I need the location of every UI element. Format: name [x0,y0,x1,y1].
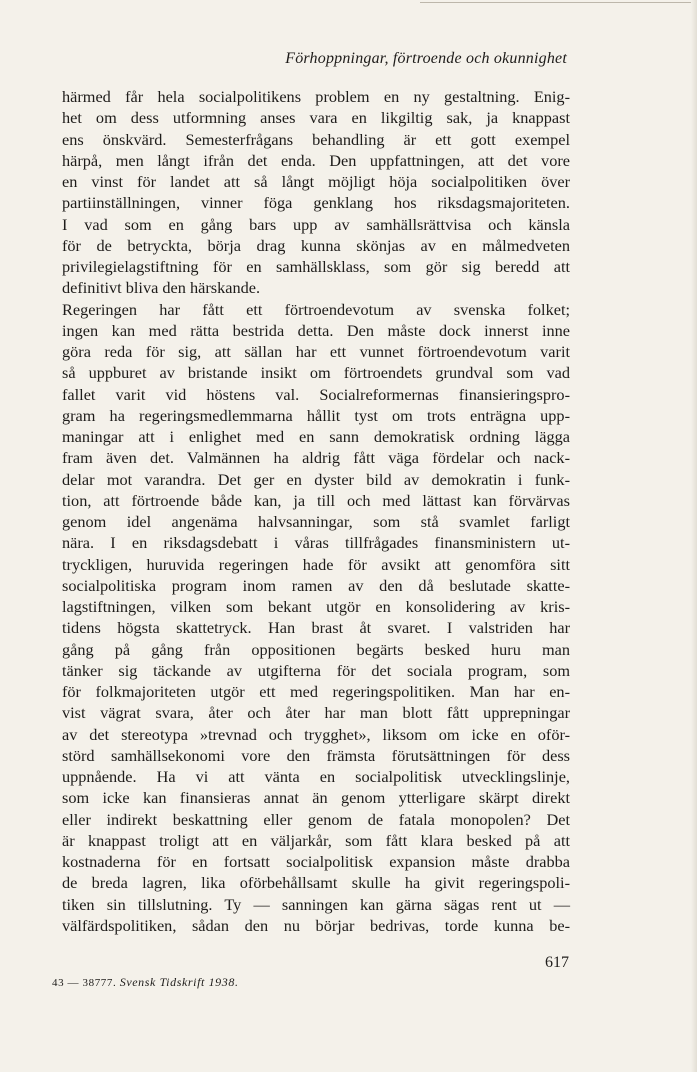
text-line: för folkmajoriteten utgör ett med regeringspolitiken. Man har en- [62,682,570,701]
text-line: definitivt bliva den härskande. [62,278,261,298]
text-line: härmed får hela socialpolitikens problem en ny gestaltning. Enig- [62,87,570,106]
text-line: för de betryckta, börja drag kunna skönjas av en målmedveten [62,235,570,255]
text-line: partiinställningen, vinner föga genklang hos riksdagsmajoriteten. [62,193,570,213]
text-line: tänker sig täckande av utgifterna för det sociala program, som [62,660,570,680]
body-text [62,86,570,936]
text-line: privilegielagstiftning för en samhällsklass, som gör sig beredd att [62,257,570,276]
footer-imprint [52,975,239,990]
text-line: gång på gång från oppositionen begärts besked huru man [62,639,570,659]
text-line: ens önskvärd. Semesterfrågans behandling är ett gott exempel [62,129,570,149]
text-line: välfärdspolitiken, sådan den nu börjar bedrivas, torde kunna be- [62,915,570,935]
text-line: av det stereotypa »trevnad och trygghet», liksom om icke en oför- [62,724,570,744]
text-line: störd samhällsekonomi vore den främsta förutsättningen för dess [62,745,570,765]
text-line: fallet varit vid höstens val. Socialreformernas finansieringspro- [62,384,570,404]
text-line: så uppburet av bristande insikt om förtroendets grundval som vad [62,363,570,383]
text-line: tryckligen, huruvida regeringen hade för avsikt att genomföra sitt [62,554,570,574]
text-line: vist vägrat svara, åter och åter har man blott fått upprepningar [62,703,570,723]
text-line: är knappast troligt att en väljarkår, som fått klara besked på att [62,830,570,850]
text-line: Regeringen har fått ett förtroendevotum av svenska folket; [62,299,570,319]
text-line: tion, att förtroende både kan, ja till och med lättast kan förvärvas [62,490,570,510]
text-line: genom idel angenäma halvsanningar, som stå svamlet farligt [62,512,570,531]
text-line: göra reda för sig, att sällan har ett vunnet förtroendevotum varit [62,342,570,361]
text-line: härpå, men långt ifrån det enda. Den uppfattningen, att det vore [62,150,570,170]
page-edge-shadow [691,0,697,1072]
text-line: het om dess utformning anses vara en likgiltig sak, ja knappast [62,108,570,128]
text-line: socialpolitiska program inom ramen av den då beslutade skatte- [62,575,570,595]
text-line: delar mot varandra. Det ger en dyster bild av demokratin i funk- [62,469,570,489]
text-line: I vad som en gång bars upp av samhällsrättvisa och känsla [62,214,570,234]
text-line: en vinst för landet att så långt möjligt höja socialpolitiken över [62,172,570,191]
printer-signature: 43 — 38777. [52,977,117,989]
text-line: maningar att i enlighet med en sann demokratisk ordning lägga [62,427,570,446]
text-line: fram även det. Valmännen ha aldrig fått väga fördelar och nack- [62,448,570,468]
text-line: eller indirekt beskattning eller genom de fatala monopolen? Det [62,809,570,829]
running-title: Förhoppningar, förtroende och okunnighet [285,50,567,67]
text-line: uppnående. Ha vi att vänta en socialpolitisk utvecklingslinje, [62,767,570,786]
text-line: de breda lagren, lika oförbehållsamt skulle ha givit regeringspoli- [62,873,570,893]
text-line: gram ha regeringsmedlemmarna hållit tyst om trots enträgna upp- [62,405,570,425]
text-line: tidens högsta skattetryck. Han brast åt svaret. I valstriden har [62,618,570,638]
journal-reference: Svensk Tidskrift 1938. [119,975,239,989]
text-line: kostnaderna för en fortsatt socialpolitisk expansion måste drabba [62,852,570,871]
text-line: lagstiftningen, vilken som bekant utgör en konsolidering av kris- [62,597,570,616]
top-edge-rule [420,2,697,3]
text-line: tiken sin tillslutning. Ty — sanningen kan gärna sägas rent ut — [62,894,570,914]
text-line: nära. I en riksdagsdebatt i våras tillfrågades finansministern ut- [62,533,570,553]
text-line: som icke kan finansieras annat än genom ytterligare skärpt direkt [62,788,570,808]
page-number: 617 [545,954,569,971]
text-line: ingen kan med rätta bestrida detta. Den måste dock innerst inne [62,320,570,340]
